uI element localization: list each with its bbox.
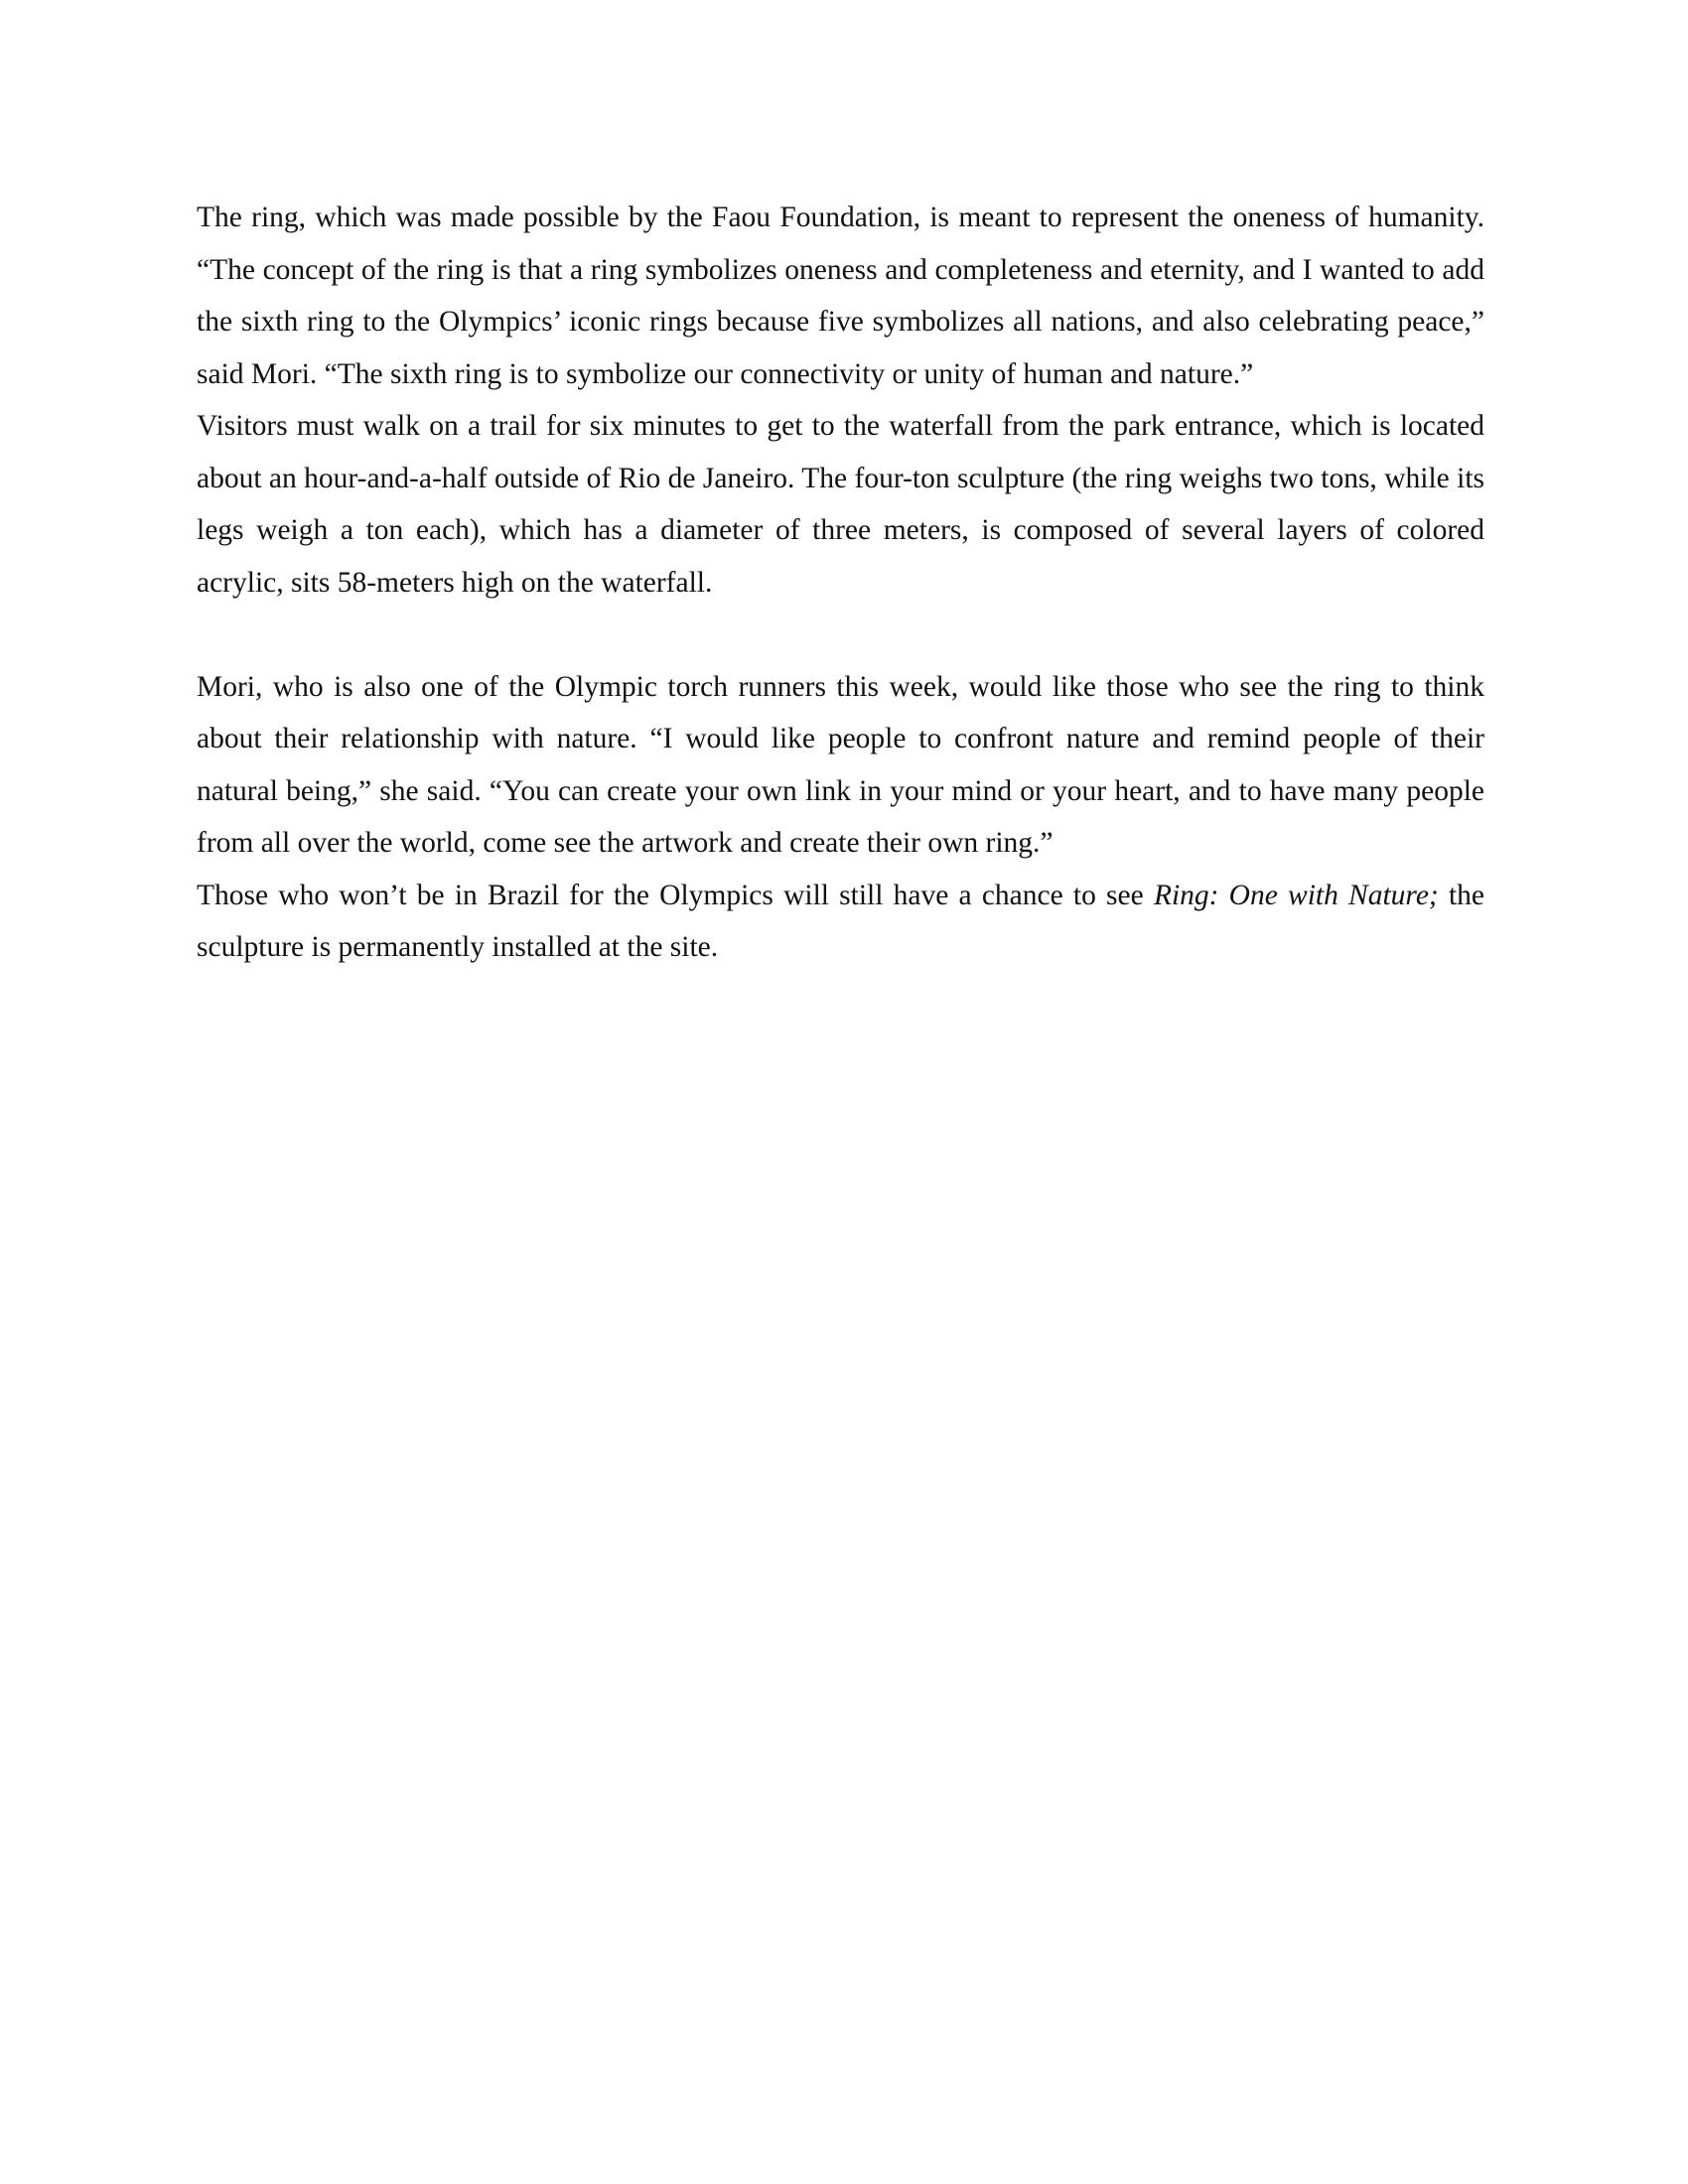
- paragraph-text-before-title: Those who won’t be in Brazil for the Olympics will still have a chance to see: [197, 879, 1154, 911]
- paragraph-mori-torch-runner: Mori, who is also one of the Olympic torch runners this week, would like those who see the ring to think about their relationship with nature. “I would like people to confront nature and remind people of their natural being,” she said. “You can create your own link in your mind or your heart, and to have many people from all over the world, come see the artwork and create their own ring.”: [197, 670, 1484, 859]
- article-body: [197, 192, 1484, 974]
- paragraph-visitors-trail: Visitors must walk on a trail for six minutes to get to the waterfall from the park entrance, which is located about an hour-and-a-half outside of Rio de Janeiro. The four-ton sculpture (the ring weighs two tons, while its legs weigh a ton each), which has a diameter of three meters, is composed of several layers of colored acrylic, sits 58-meters high on the waterfall.: [197, 410, 1484, 599]
- artwork-title: Ring: One with Nature;: [1153, 879, 1439, 911]
- paragraph-text-after-title: the sculpture is permanently installed at the site.: [197, 879, 1484, 963]
- paragraph-ring-concept: The ring, which was made possible by the Faou Foundation, is meant to represent the oneness of humanity. “The concept of the ring is that a ring symbolizes oneness and completeness and eternity, and I wanted to add the sixth ring to the Olympics’ iconic rings because five symbolizes all nations, and also celebrating peace,” said Mori. “The sixth ring is to symbolize our connectivity or unity of human and nature.”: [197, 202, 1484, 390]
- paragraph-permanent-installation: [197, 870, 1484, 974]
